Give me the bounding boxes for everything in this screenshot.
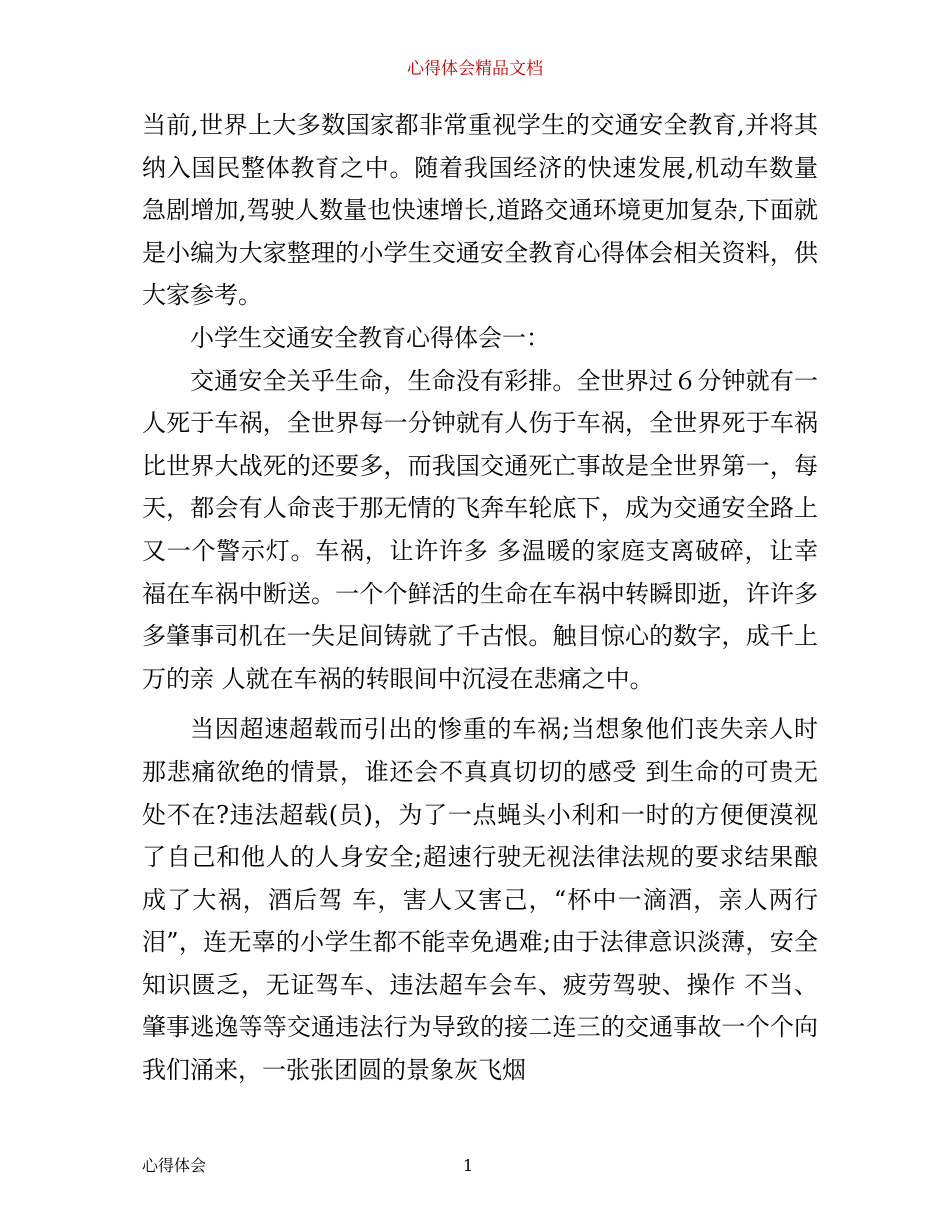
page-number: 1 [463,1156,474,1175]
page-footer-label: 心得体会 [142,1156,207,1175]
page-header-title: 心得体会精品文档 [407,59,543,79]
paragraph-intro: 当前,世界上大多数国家都非常重视学生的交通安全教育,并将其纳入国民整体教育之中。随着我国经济的快速发展,机动车数量急剧增加,驾驶人数量也快速增长,道路交通环境更加复杂,下面就是小编为大家整理的小学生交通安全教育心得体会相关资料，供大家参考。 [142,111,818,310]
paragraph-body-2: 当因超速超载而引出的惨重的车祸;当想象他们丧失亲人时那悲痛欲绝的情景，谁还会不真真切切的感受 到生命的可贵无处不在?违法超载(员)，为了一点蝇头小利和一时的方便便漠视了自己和他人的人身安全;超速行驶无视法律法规的要求结果酿成了大祸，酒后驾 车，害人又害己，“杯中一滴酒，亲人两行泪”，连无辜的小学生都不能幸免遇难;由于法律意识淡薄，安全知识匮乏，无证驾车、违法超车会车、疲劳驾驶、操作 不当、肇事逃逸等等交通违法行为导致的接二连三的交通事故一个个向我们涌来，一张张团圆的景象灰飞烟 [142,715,818,1085]
paragraph-body-1: 交通安全关乎生命，生命没有彩排。全世界过６分钟就有一人死于车祸，全世界每一分钟就有人伤于车祸，全世界死于车祸比世界大战死的还要多，而我国交通死亡事故是全世界第一，每天，都会有人命丧于那无情的飞奔车轮底下，成为交通安全路上又一个警示灯。车祸，让许许多 多温暖的家庭支离破碎，让幸福在车祸中断送。一个个鲜活的生命在车祸中转瞬即逝，许许多多肇事司机在一失足间铸就了千古恨。触目惊心的数字，成千上万的亲 人就在车祸的转眼间中沉浸在悲痛之中。 [142,366,818,693]
document-body [142,104,818,1092]
paragraph-section-heading: 小学生交通安全教育心得体会一： [190,323,550,352]
